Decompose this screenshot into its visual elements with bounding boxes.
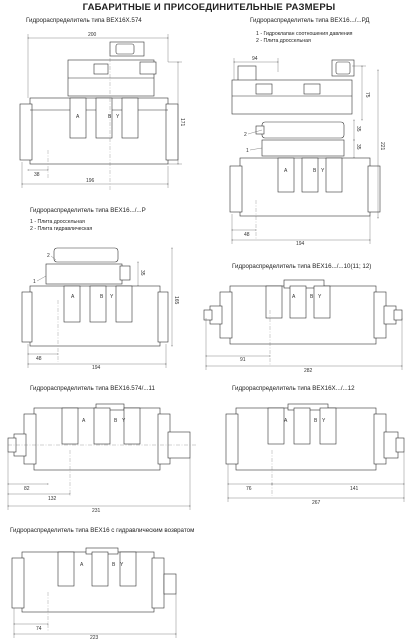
dim-label: 82 [24, 486, 30, 492]
dim-label: 48 [244, 232, 250, 238]
view-bex16-574-11 [8, 385, 196, 514]
view-caption: Гидрораспределитель типа ВЕХ16.../...Р [30, 207, 146, 214]
dim-label: 75 [364, 92, 370, 98]
dim-label: 48 [36, 356, 42, 362]
marker-label: 2 [244, 132, 247, 138]
legend-note: 2 - Плита гидравлическая [30, 226, 93, 232]
view-bex16-rd [230, 17, 385, 247]
view-bex16-hydraulic-return [10, 527, 194, 640]
port-label: A [284, 168, 288, 174]
port-label: Y [122, 418, 126, 424]
marker-label: 1 [246, 148, 249, 154]
port-label: A [80, 562, 84, 568]
view-caption: Гидрораспределитель типа ВЕХ16.574/...11 [30, 385, 155, 392]
port-label: B [313, 168, 317, 174]
view-caption: Гидрораспределитель типа ВЕХ16Х.../...12 [232, 385, 355, 392]
port-label: Y [116, 114, 120, 120]
port-label: Y [322, 418, 326, 424]
dim-label: 282 [304, 368, 313, 374]
view-bex16x-12 [226, 385, 404, 506]
marker-label: 1 [33, 279, 36, 285]
view-bex16x-574 [20, 17, 185, 190]
dim-label: 35 [139, 270, 145, 276]
dim-label: 35 [355, 126, 361, 132]
port-label: B [108, 114, 112, 120]
port-label: B [100, 294, 104, 300]
view-caption: Гидрораспределитель типа ВЕХ16.../...10(11; 12) [232, 263, 372, 270]
dim-label: 231 [92, 508, 101, 514]
dim-label: 35 [355, 144, 361, 150]
dim-label: 194 [92, 365, 101, 371]
dim-label: 223 [90, 635, 99, 640]
port-label: A [292, 294, 296, 300]
view-caption: Гидрораспределитель типа ВЕХ16Х.574 [26, 17, 142, 24]
marker-label: 2 [47, 253, 50, 259]
page-title: ГАБАРИТНЫЕ И ПРИСОЕДИНИТЕЛЬНЫЕ РАЗМЕРЫ [82, 2, 336, 13]
legend-note: 1 - Гидроклапан соотношения давления [256, 31, 353, 37]
dim-label: 132 [48, 496, 57, 502]
port-label: A [76, 114, 80, 120]
dim-label: 165 [173, 296, 179, 305]
dim-label: 76 [246, 486, 252, 492]
port-label: B [310, 294, 314, 300]
dim-label: 267 [312, 500, 321, 506]
dim-label: 194 [296, 241, 305, 247]
port-label: Y [110, 294, 114, 300]
port-label: Y [120, 562, 124, 568]
port-label: A [284, 418, 288, 424]
dim-label: 196 [86, 178, 95, 184]
legend-note: 2 - Плита дроссельная [256, 38, 311, 44]
port-label: Y [318, 294, 322, 300]
dim-label: 141 [350, 486, 359, 492]
view-bex16-p [22, 207, 179, 371]
dim-label: 94 [252, 56, 258, 62]
view-bex16-10-11-12 [204, 263, 402, 374]
port-label: A [82, 418, 86, 424]
view-caption: Гидрораспределитель типа ВЕХ16 с гидравлическим возвратом [10, 527, 195, 534]
view-caption: Гидрораспределитель типа ВЕХ16.../...РД [250, 17, 370, 24]
legend-note: 1 - Плита дроссельная [30, 219, 85, 225]
dim-label: 200 [88, 32, 97, 38]
dim-label: 38 [34, 172, 40, 178]
dim-label: 221 [379, 142, 385, 151]
dim-label: 171 [179, 118, 185, 127]
port-label: B [112, 562, 116, 568]
dim-label: 74 [36, 626, 42, 632]
port-label: B [314, 418, 318, 424]
port-label: B [114, 418, 118, 424]
dim-label: 91 [240, 357, 246, 363]
port-label: A [71, 294, 75, 300]
port-label: Y [321, 168, 325, 174]
